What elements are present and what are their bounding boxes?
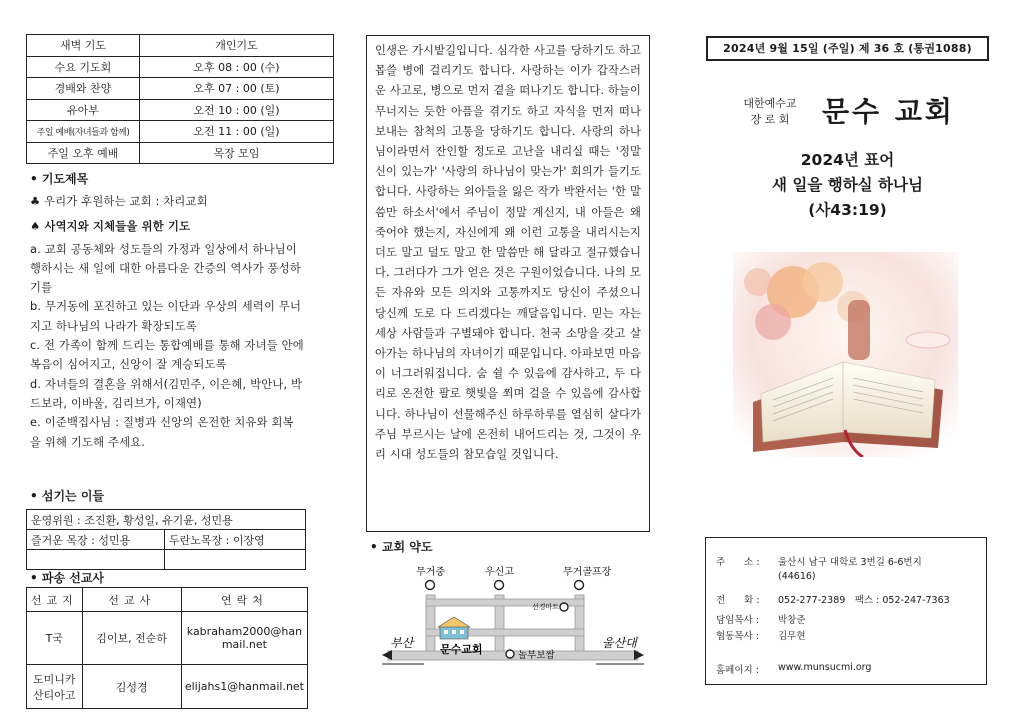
service-time: 오전 11 : 00 (일) [140,121,334,143]
denomination [740,96,800,128]
missionary-contact: elijahs1@hanmail.net [181,665,307,709]
website-label: 홈페이지 : [716,665,759,676]
map-drawing [368,555,648,675]
service-time: 오후 07 : 00 (토) [140,78,334,100]
pastor-label: 담임목사 : [716,615,759,626]
pastor-value: 박창준 [778,615,806,626]
service-name: 주일 오후 예배 [27,142,140,164]
motto-line: 2024년 표어 [800,151,895,169]
table-row [27,665,308,709]
missionary-name: 김성경 [82,665,181,709]
service-name: 수요 기도회 [27,56,140,78]
map-label: 무거골프장 [563,567,612,578]
issue-info: 2024년 9월 15일 (주일) 제 36 호 (통권1088) [706,36,989,61]
committee-cell: 운영위원 : 조진환, 황성일, 유기윤, 성민용 [27,510,306,530]
schedule-row [27,56,334,78]
church-name: 문수 교회 [822,95,955,128]
service-time: 목장 모임 [140,142,334,164]
map-label: 문수교회 [440,643,483,656]
schedule-row [27,78,334,100]
prayer-item: d. 자녀들의 결혼을 위해서(김민주, 이은혜, 박안나, 박드보라, 이바울, 김리브가, 이재연) [30,377,303,410]
table-row [27,612,308,665]
service-name: 주일 예배(자녀들과 함께) [27,121,140,143]
prayer-item: c. 전 가족이 함께 드리는 통합예배를 통해 자녀들 안에 복음이 심어지고, 신앙이 잘 계승되도록 [30,339,304,372]
prayer-item: a. 교회 공동체와 성도들의 가정과 일상에서 하나님이 행하시는 새 일에 대한 아름다운 간증의 역사가 풍성하기를 [30,242,302,295]
motto-line: (사43:19) [808,201,887,219]
schedule-row [27,142,334,164]
copastor-label: 협동목사 : [716,631,759,642]
prayer-list [30,192,304,452]
church-map [368,555,648,675]
joy-group-cell: 즐거운 목장 : 성민용 [27,530,165,550]
address-label: 주 소 : [716,557,760,568]
year-motto [706,148,989,223]
church-building-icon [438,617,470,639]
map-label: 놀부보쌈 [518,650,555,661]
service-time: 오전 10 : 00 (일) [140,99,334,121]
duran-group-cell: 두란노목장 : 이장영 [165,530,306,550]
bible-photo [733,252,958,457]
prayer-heading: ♠ 사역지와 지체들을 위한 기도 [30,220,191,234]
prayer-item: e. 이준백집사님 : 질병과 신앙의 온전한 치유와 회복을 위해 기도해 주세요. [30,416,294,449]
supported-church: ♣ 우리가 후원하는 교회 : 차리교회 [30,195,208,208]
service-name: 유아부 [27,99,140,121]
missionaries-table [26,587,308,709]
service-time: 오후 08 : 00 (수) [140,56,334,78]
church-contact-box [705,537,987,685]
mission-place: 도미니카 산티아고 [27,665,83,709]
mission-place: T국 [27,612,83,665]
missionary-contact: kabraham2000@hanmail.net [181,612,307,665]
prayer-item: b. 무거동에 포진하고 있는 이단과 우상의 세력이 무너지고 하나님의 나라가 확장되도록 [30,300,302,333]
website-link[interactable]: www.munsucmi.org [778,662,872,673]
schedule-row [27,99,334,121]
copastor-value: 김무현 [778,631,806,642]
map-label: 울산대 [602,636,637,650]
map-label: 선경마트 [532,603,560,611]
worship-schedule-table [26,34,334,164]
schedule-row [27,35,334,57]
col-header-place: 선교지 [27,588,83,612]
map-label: 부산 [390,636,414,650]
map-section-title: • 교회 약도 [370,538,432,555]
denomination-line: 대한예수교 [743,97,797,110]
prayer-section-title: • 기도제목 [30,170,88,187]
motto-line: 새 일을 행하실 하나님 [772,176,923,194]
address-value: 울산시 남구 대학로 3번길 6-6번지 [778,557,922,568]
zip-code: (44616) [778,571,816,582]
pastoral-essay: 인생은 가시밭길입니다. 심각한 사고를 당하기도 하고 몹쓸 병에 걸리기도 합니다. 사랑하는 이가 갑작스러운 사고로, 병으로 먼저 곁을 떠나기도 합니다. 하늘이 무너지는 듯한 아픔을 겪기도 하고 자식을 먼저 떠나보내는 참척의 고통을 당하기도 합니다. 사랑의 하나님이라면서 잔인할 정도로 고난을 내리실 때는 '정말 신이 있는가' '사랑의 하나님이 맞는가' 회의가 들기도 합니다. 사랑하는 외아들을 잃은 작가 박완서는 '한 말씀만 하소서'에서 주님이 정말 계신지, 내 아들은 왜 죽어야 했는지, 자신에게 왜 이런 고통을 내리시는지 더도 말고 덜도 말고 한 말씀만 해 달라고 절규했습니다. 그러다가 그가 얻은 것은 구원이었습니다. 나의 모든 자유와 모든 의지와 고통까지도 당신이 주셨으니 당신께 도로 다 드리겠다는 깨달음입니다. 믿는 자는 세상 사람들과 구별돼야 합니다. 천국 소망을 갖고 살아가는 하나님의 자녀이기 때문입니다. 아파보면 마음이 너그러워집니다. 숨 쉴 수 있음에 감사하고, 두 다리로 온전한 팔로 햇빛을 쬐며 걸을 수 있음에 감사합니다. 하나님이 선물해주신 하루하루를 열심히 살다가 주님 부르시는 날에 온전히 내어드리는 것, 그것이 우리 시대 성도들의 참모습일 것입니다. [366,35,650,532]
map-label: 우신고 [485,567,514,578]
servants-section-title: • 섬기는 이들 [30,487,104,504]
service-time: 개인기도 [140,35,334,57]
service-name: 경배와 찬양 [27,78,140,100]
missions-section-title: • 파송 선교사 [30,569,104,586]
servants-table [26,509,306,570]
missionary-name: 김이보, 전순하 [82,612,181,665]
col-header-name: 선교사 [82,588,181,612]
denomination-line: 장 로 회 [750,113,790,126]
schedule-row [27,121,334,143]
map-label: 무거중 [416,567,445,578]
phone-label: 전 화 : [716,595,760,606]
phone-value: 052-277-2389 팩스 : 052-247-7363 [778,595,950,606]
col-header-contact: 연락처 [181,588,307,612]
service-name: 새벽 기도 [27,35,140,57]
